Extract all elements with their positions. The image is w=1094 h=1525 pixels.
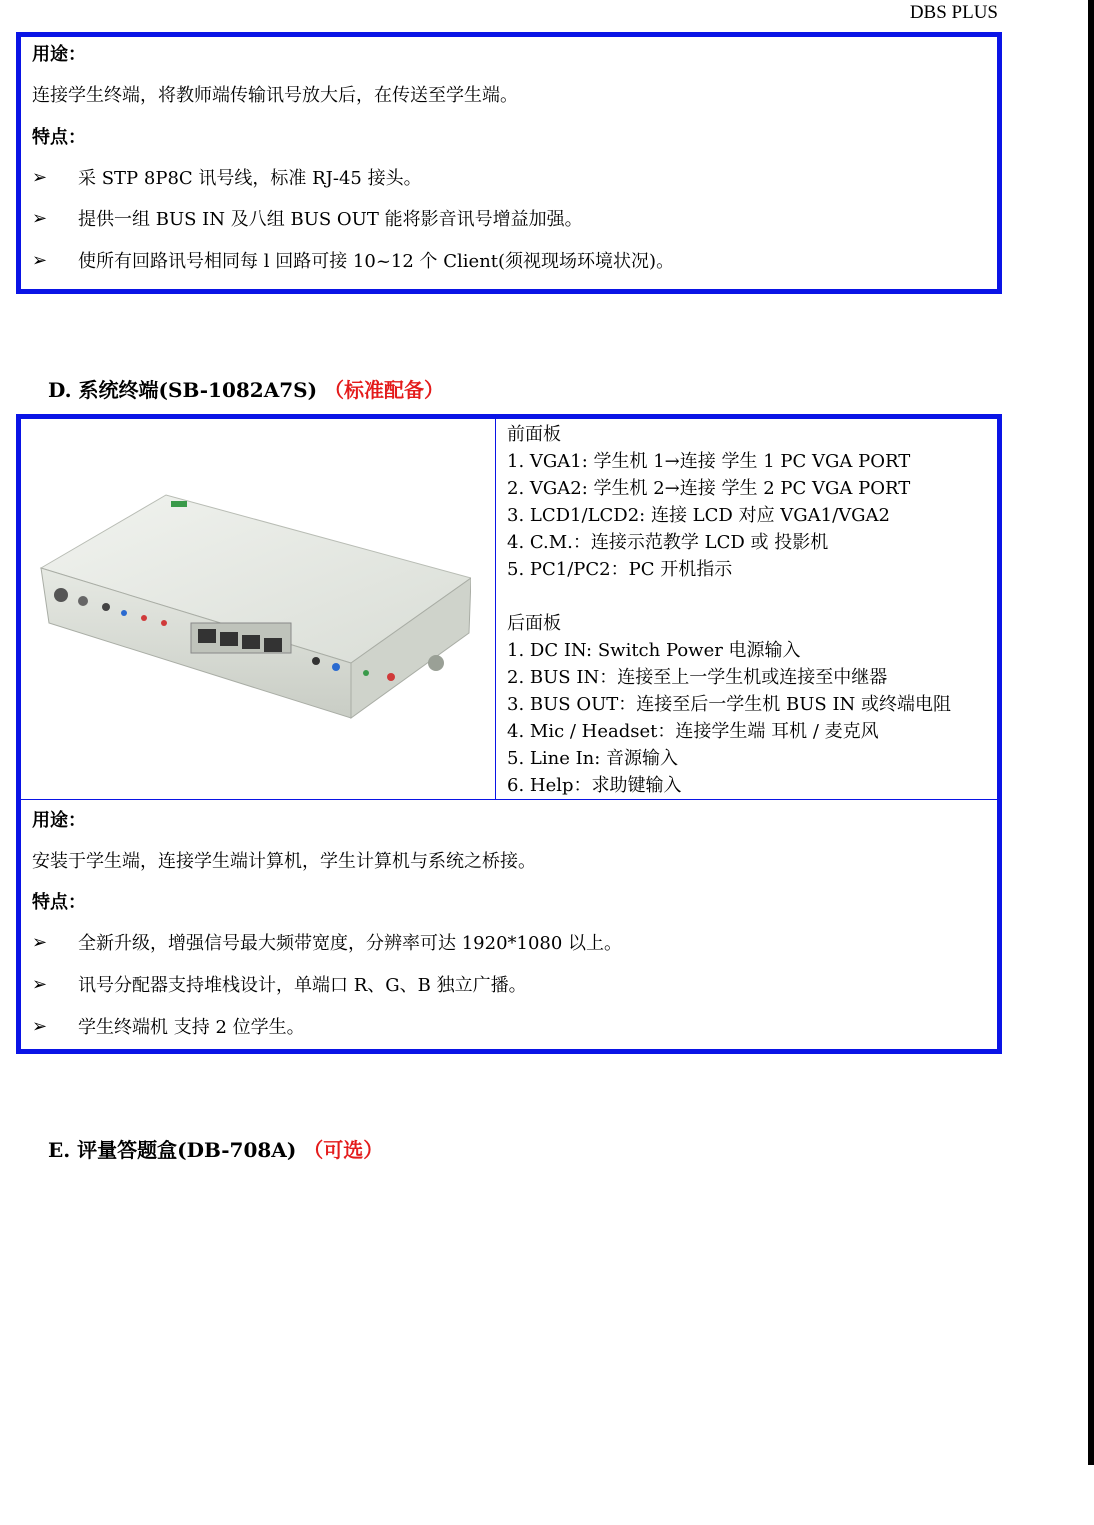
rear-panel-item: 5. Line In: 音源输入	[507, 748, 679, 769]
section-e-name: E. 评量答题盒(DB-708A)	[48, 1138, 297, 1162]
arrow-bullet-icon: ➢	[32, 207, 48, 229]
panel-spacer	[507, 583, 951, 610]
section-d-tag: （标准配备）	[324, 378, 445, 402]
usage-text: 连接学生终端，将教师端传输讯号放大后，在传送至学生端。	[32, 85, 518, 106]
usage-heading: 用途：	[32, 810, 86, 831]
front-panel-item: 4. C.M.：连接示范教学 LCD 或 投影机	[507, 532, 829, 553]
page-edge-rule	[1088, 0, 1094, 1465]
feature-item	[32, 247, 674, 273]
repeater-description-box	[16, 32, 1002, 294]
terminal-device-illustration	[31, 483, 471, 743]
panel-description-list	[507, 421, 951, 799]
rear-panel-item: 2. BUS IN：连接至上一学生机或连接至中继器	[507, 667, 888, 688]
front-panel-item: 1. VGA1: 学生机 1→连接 学生 1 PC VGA PORT	[507, 451, 911, 472]
device-image	[31, 483, 471, 743]
feature-item	[32, 1013, 305, 1039]
feature-text: 学生终端机 支持 2 位学生。	[78, 1017, 305, 1038]
front-panel-item: 5. PC1/PC2：PC 开机指示	[507, 559, 733, 580]
table-divider-vertical	[495, 419, 496, 799]
arrow-bullet-icon: ➢	[32, 931, 48, 953]
section-d-name: D. 系统终端(SB-1082A7S)	[48, 378, 318, 402]
rear-panel-item: 1. DC IN: Switch Power 电源输入	[507, 640, 801, 661]
rear-panel-item: 6. Help：求助键输入	[507, 775, 682, 796]
arrow-bullet-icon: ➢	[32, 1015, 48, 1037]
feature-text: 提供一组 BUS IN 及八组 BUS OUT 能将影音讯号增益加强。	[78, 209, 583, 230]
feature-item	[32, 205, 583, 231]
rear-panel-heading: 后面板	[507, 613, 561, 634]
front-panel-item: 2. VGA2: 学生机 2→连接 学生 2 PC VGA PORT	[507, 478, 911, 499]
feature-text: 全新升级，增强信号最大频带宽度，分辨率可达 1920*1080 以上。	[78, 933, 623, 954]
front-panel-item: 3. LCD1/LCD2: 连接 LCD 对应 VGA1/VGA2	[507, 505, 891, 526]
feature-item	[32, 971, 527, 997]
table-divider-horizontal	[21, 799, 997, 800]
terminal-description-box	[16, 414, 1002, 1054]
header-brand: DBS PLUS	[909, 2, 998, 23]
section-e-title	[48, 1134, 383, 1163]
arrow-bullet-icon: ➢	[32, 166, 48, 188]
section-d-title	[48, 374, 444, 403]
features-heading: 特点：	[32, 892, 86, 913]
section-e-tag: （可选）	[303, 1138, 384, 1162]
rear-panel-item: 4. Mic / Headset：连接学生端 耳机 / 麦克风	[507, 721, 879, 742]
feature-text: 采 STP 8P8C 讯号线，标准 RJ-45 接头。	[78, 168, 422, 189]
usage-text: 安装于学生端，连接学生端计算机，学生计算机与系统之桥接。	[32, 851, 536, 872]
usage-heading: 用途：	[32, 44, 86, 65]
rear-panel-item: 3. BUS OUT：连接至后一学生机 BUS IN 或终端电阻	[507, 694, 952, 715]
feature-item	[32, 929, 622, 955]
features-heading: 特点：	[32, 127, 86, 148]
arrow-bullet-icon: ➢	[32, 973, 48, 995]
feature-text: 使所有回路讯号相同每 l 回路可接 10~12 个 Client(须视现场环境状况)。	[78, 251, 675, 272]
feature-item	[32, 164, 422, 190]
feature-text: 讯号分配器支持堆栈设计，单端口 R、G、B 独立广播。	[78, 975, 527, 996]
arrow-bullet-icon: ➢	[32, 249, 48, 271]
front-panel-heading: 前面板	[507, 424, 561, 445]
